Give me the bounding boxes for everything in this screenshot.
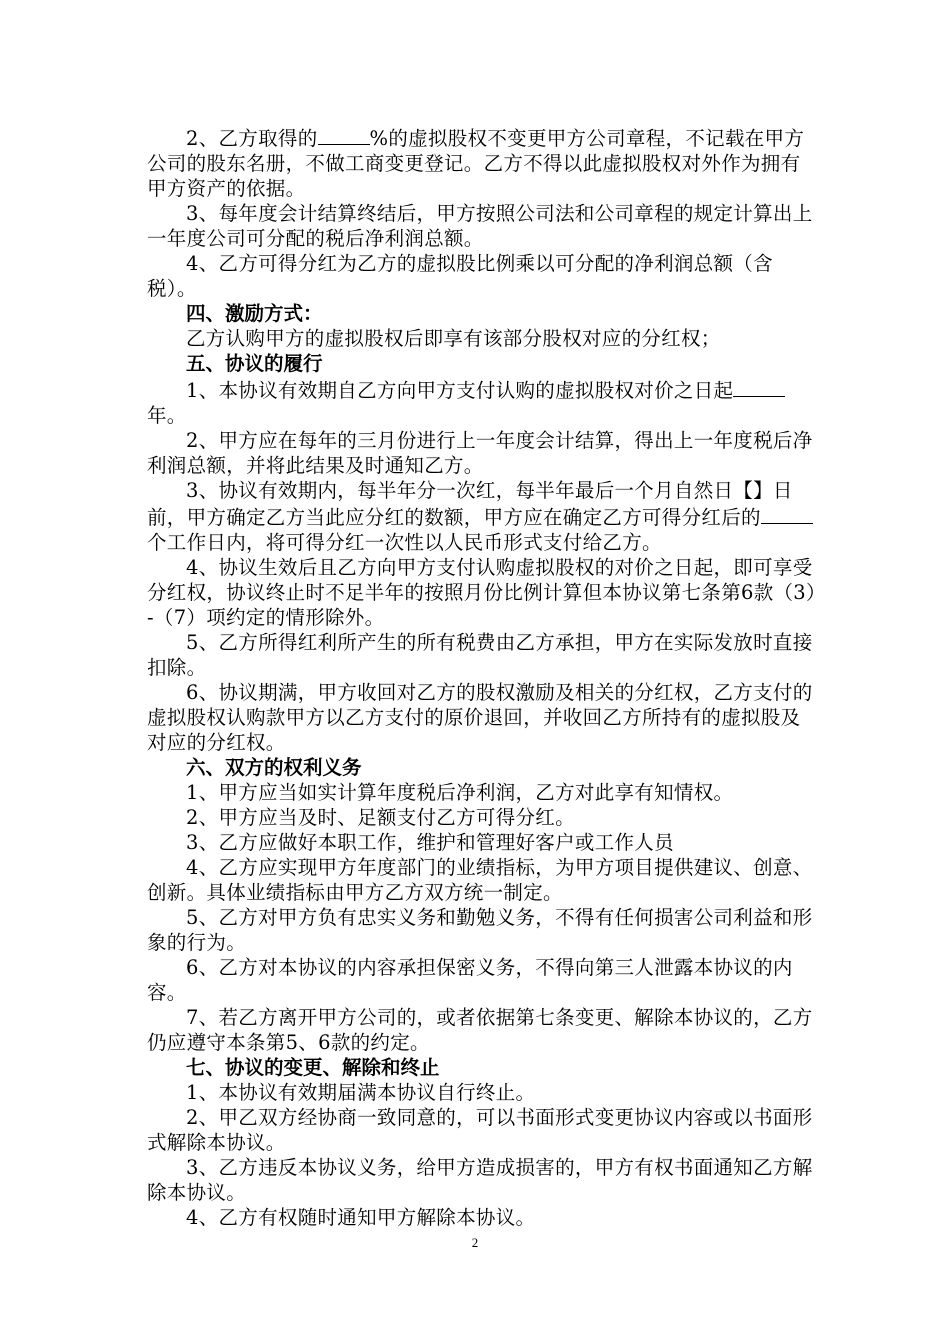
section-heading-termination: 七、协议的变更、解除和终止 xyxy=(186,1056,440,1079)
paragraph-breach: 3、乙方违反本协议义务，给甲方造成损害的，甲方有权书面通知乙方解除本协议。 xyxy=(147,1156,813,1204)
paragraph-march-settlement: 2、甲方应在每年的三月份进行上一年度会计结算，得出上一年度税后净利润总额，并将此结果及时通知乙方。 xyxy=(147,429,813,477)
paragraph-text: 个工作日内，将可得分红一次性以人民币形式支付给乙方。 xyxy=(147,531,662,554)
paragraph-performance-targets: 4、乙方应实现甲方年度部门的业绩指标，为甲方项目提供建议、创意、创新。具体业绩指标由甲方乙方双方统一制定。 xyxy=(147,856,813,904)
paragraph-pay-dividends: 2、甲方应当及时、足额支付乙方可得分红。 xyxy=(186,806,575,829)
paragraph-mutual-change: 2、甲乙双方经协商一致同意的，可以书面形式变更协议内容或以书面形式解除本协议。 xyxy=(147,1106,813,1154)
paragraph-annual-settlement: 3、每年度会计结算终结后，甲方按照公司法和公司章程的规定计算出上一年度公司可分配的税后净利润总额。 xyxy=(147,202,813,250)
paragraph-duties: 3、乙方应做好本职工作，维护和管理好客户或工作人员 xyxy=(186,831,674,854)
document-body xyxy=(147,124,817,1230)
paragraph-text: %的虚拟股权不变更甲方公司章程，不记载在甲方公司的股东名册，不做工商变更登记。乙方不得以此虚拟股权对外作为拥有甲方资产的依据。 xyxy=(147,127,805,200)
paragraph-right-to-know: 1、甲方应当如实计算年度税后净利润，乙方对此享有知情权。 xyxy=(186,781,734,804)
paragraph-virtual-equity xyxy=(147,124,817,201)
paragraph-taxes: 5、乙方所得红利所产生的所有税费由乙方承担，甲方在实际发放时直接扣除。 xyxy=(147,631,813,679)
paragraph-expiry: 6、协议期满，甲方收回对乙方的股权激励及相关的分红权，乙方支付的虚拟股权认购款甲方以乙方支付的原价退回，并收回乙方所持有的虚拟股及对应的分红权。 xyxy=(147,681,813,754)
page-number: 2 xyxy=(471,1235,479,1250)
fill-in-blank xyxy=(761,503,813,524)
paragraph-text: 2、乙方取得的 xyxy=(186,127,318,150)
paragraph-dividend-calc: 4、乙方可得分红为乙方的虚拟股比例乘以可分配的净利润总额（含税）。 xyxy=(147,252,773,300)
paragraph-validity-period xyxy=(147,376,817,428)
fill-in-blank xyxy=(318,124,370,145)
fill-in-blank xyxy=(733,376,785,397)
paragraph-auto-termination: 1、本协议有效期届满本协议自行终止。 xyxy=(186,1081,536,1104)
paragraph-confidentiality: 6、乙方对本协议的内容承担保密义务，不得向第三人泄露本协议的内容。 xyxy=(147,956,793,1004)
paragraph-post-departure: 7、若乙方离开甲方公司的，或者依据第七条变更、解除本协议的，乙方仍应遵守本条第5、6款的约定。 xyxy=(147,1006,813,1054)
paragraph-text: 3、协议有效期内，每半年分一次红，每半年最后一个月自然日【】日前，甲方确定乙方当此应分红的数额，甲方应在确定乙方可得分红后的 xyxy=(147,479,793,529)
paragraph-dividend-rights: 4、协议生效后且乙方向甲方支付认购虚拟股权的对价之日起，即可享受分红权，协议终止时不足半年的按照月份比例计算但本协议第七条第6款（3）-（7）项约定的情形除外。 xyxy=(147,556,817,629)
paragraph-loyalty: 5、乙方对甲方负有忠实义务和勤勉义务，不得有任何损害公司利益和形象的行为。 xyxy=(147,906,813,954)
section-heading-incentive: 四、激励方式： xyxy=(186,302,323,325)
paragraph-right-to-terminate: 4、乙方有权随时通知甲方解除本协议。 xyxy=(186,1206,536,1229)
paragraph-incentive-method: 乙方认购甲方的虚拟股权后即享有该部分股权对应的分红权； xyxy=(186,327,721,350)
section-heading-rights-obligations: 六、双方的权利义务 xyxy=(186,756,362,779)
paragraph-semiannual-dividend xyxy=(147,478,817,555)
paragraph-text: 年。 xyxy=(147,404,187,427)
paragraph-text: 1、本协议有效期自乙方向甲方支付认购的虚拟股权对价之日起 xyxy=(186,379,734,402)
section-heading-performance: 五、协议的履行 xyxy=(186,352,323,375)
